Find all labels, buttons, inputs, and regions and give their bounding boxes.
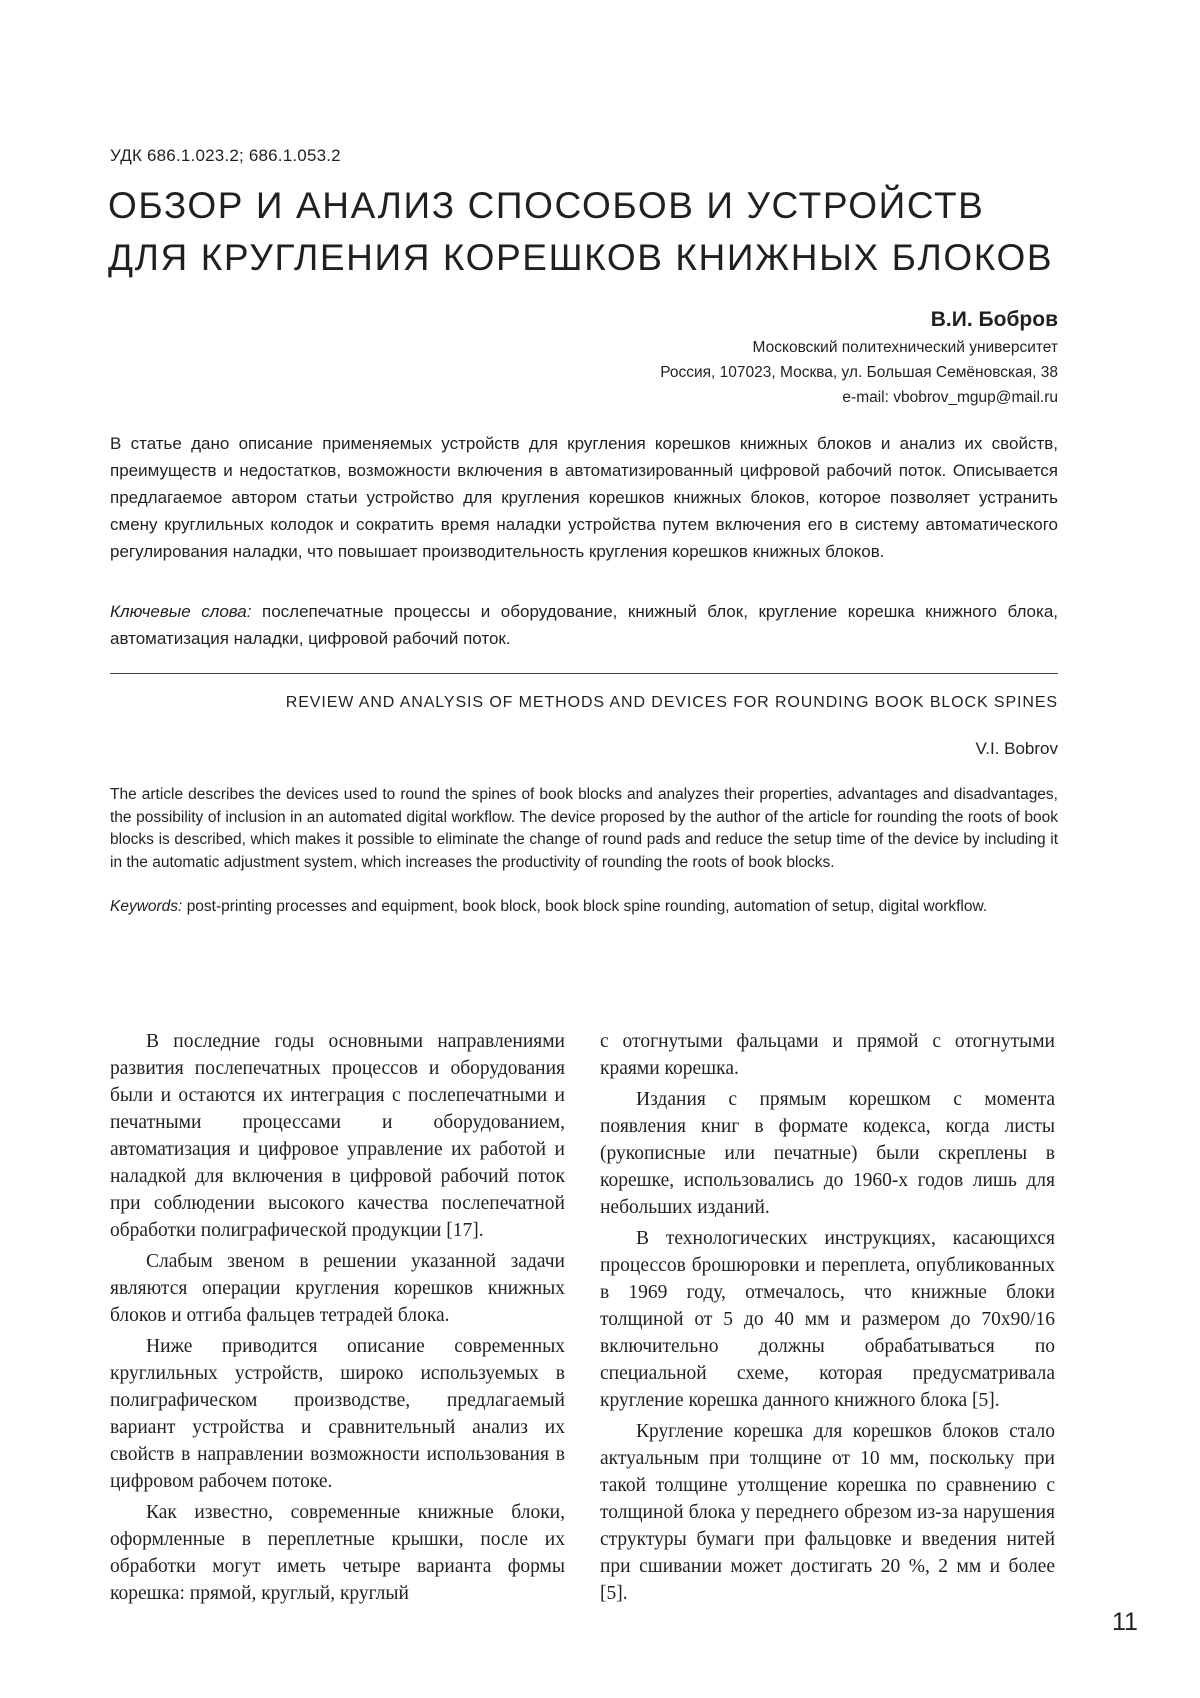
- body-paragraph: В технологических инструкциях, касающихся процессов брошюровки и переплета, опубликованных в 1969 году, отмечалось, что книжные блоки толщиной от 5 до 40 мм и размером до 70х90/16 включительно должны обрабатываться по специальной схеме, которая предусматривала кругление корешка данного книжного блока [5].: [600, 1228, 1055, 1411]
- section-divider: [110, 673, 1058, 674]
- keywords-english: [110, 896, 1058, 919]
- title-line-1: ОБЗОР И АНАЛИЗ СПОСОБОВ И УСТРОЙСТВ: [108, 185, 985, 226]
- body-paragraph: Ниже приводится описание современных круглильных устройств, широко используемых в полиграфическом производстве, предлагаемый вариант устройства и сравнительный анализ их свойств в направлении возможности использования в цифровом рабочем потоке.: [110, 1336, 565, 1492]
- author-english: V.I. Bobrov: [975, 739, 1058, 758]
- body-column-left: [110, 1028, 565, 1611]
- author-name: В.И. Бобров: [930, 308, 1058, 331]
- author-block: [660, 305, 1058, 410]
- udc-code: УДК 686.1.023.2; 686.1.053.2: [110, 146, 341, 165]
- title-english: REVIEW AND ANALYSIS OF METHODS AND DEVICES FOR ROUNDING BOOK BLOCK SPINES: [285, 694, 1058, 711]
- title-line-2: ДЛЯ КРУГЛЕНИЯ КОРЕШКОВ КНИЖНЫХ БЛОКОВ: [108, 237, 1054, 278]
- keywords-en-text: post-printing processes and equipment, book block, book block spine rounding, automation of setup, digital workflow.: [186, 898, 988, 915]
- keywords-en-label: Keywords:: [110, 898, 183, 915]
- author-affiliation: Московский политехнический университет: [752, 339, 1058, 356]
- body-paragraph: Кругление корешка для корешков блоков стало актуальным при толщине от 10 мм, поскольку при такой толщине утолщение корешка по сравнению с толщиной блока у переднего обрезом из-за нарушения структуры бумаги при фальцовке и введения нитей при сшивании может достигать 20 %, 2 мм и более [5].: [600, 1421, 1055, 1604]
- author-email: e-mail: vbobrov_mgup@mail.ru: [842, 389, 1058, 406]
- abstract-english: The article describes the devices used to round the spines of book blocks and analyzes their properties, advantages and disadvantages, the possibility of inclusion in an automated digital workflow. The device proposed by the author of the article for rounding the roots of book blocks is described, which makes it possible to eliminate the change of round pads and reduce the setup time of the device by including it in the automatic adjustment system, which increases the productivity of rounding the roots of book blocks.: [110, 786, 1058, 871]
- article-title: [108, 180, 1068, 284]
- author-address: Россия, 107023, Москва, ул. Большая Семёновская, 38: [660, 364, 1058, 381]
- abstract-ru: В статье дано описание применяемых устройств для кругления корешков книжных блоков и анализ их свойств, преимуществ и недостатков, возможности включения в автоматизированный цифровой рабочий поток. Описывается предлагаемое автором статьи устройство для кругления корешков книжных блоков, которое позволяет устранить смену круглильных колодок и сократить время наладки устройства путем включения его в систему автоматического регулирования наладки, что повышает производительность кругления корешков книжных блоков.: [110, 434, 1058, 561]
- body-column-right: [600, 1028, 1055, 1611]
- body-paragraph: Издания с прямым корешком с момента появления книг в формате кодекса, когда листы (рукописные или печатные) были скреплены в корешке, использовались до 1960-х годов лишь для небольших изданий.: [600, 1089, 1055, 1218]
- body-paragraph: Как известно, современные книжные блоки, оформленные в переплетные крышки, после их обработки могут иметь четыре варианта формы корешка: прямой, круглый, круглый: [110, 1502, 565, 1604]
- keywords-ru-label: Ключевые слова:: [110, 602, 252, 621]
- page-number: 11: [1112, 1608, 1138, 1636]
- keywords-ru: [110, 598, 1058, 652]
- body-paragraph-continued: с отогнутыми фальцами и прямой с отогнутыми краями корешка.: [600, 1031, 1055, 1079]
- keywords-ru-text: послепечатные процессы и оборудование, книжный блок, кругление корешка книжного блока, автоматизация наладки, цифровой рабочий поток.: [110, 602, 1058, 648]
- body-paragraph: Слабым звеном в решении указанной задачи являются операции кругления корешков книжных блоков и отгиба фальцев тетрадей блока.: [110, 1251, 565, 1326]
- body-paragraph: В последние годы основными направлениями развития послепечатных процессов и оборудования были и остаются их интеграция с послепечатными и печатными процессами и оборудованием, автоматизация и цифровое управление их работой и наладкой для включения в цифровой рабочий поток при соблюдении высокого качества послепечатной обработки полиграфической продукции [17].: [110, 1031, 565, 1241]
